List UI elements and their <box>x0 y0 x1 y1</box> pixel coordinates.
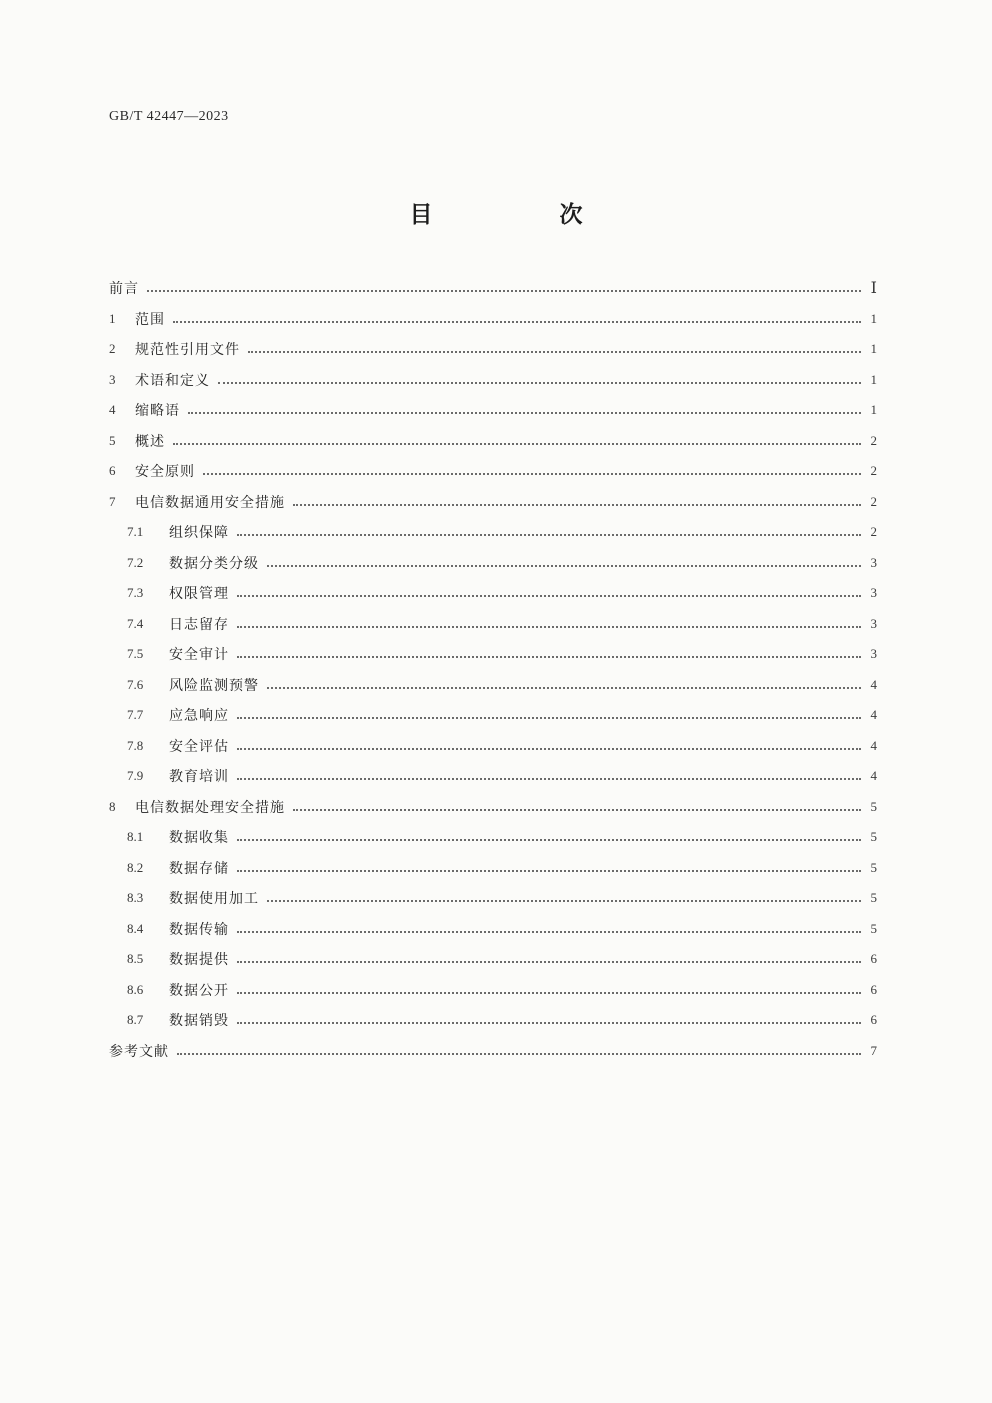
dot-leader <box>203 473 861 475</box>
toc-entry-label: 规范性引用文件 <box>135 342 240 359</box>
toc-entry-page: 6 <box>870 981 877 997</box>
toc-entry-label: 安全原则 <box>135 464 195 481</box>
toc-entry-number: 8.3 <box>127 890 144 906</box>
toc-entry-label: 应急响应 <box>169 708 229 725</box>
toc-entry-page: 2 <box>870 432 877 448</box>
toc-entry-label: 电信数据处理安全措施 <box>135 799 285 816</box>
toc-entry[interactable] <box>109 517 877 548</box>
toc-entry-page: 3 <box>870 615 877 631</box>
toc-entry-page: 2 <box>870 463 877 479</box>
toc-entry-number: 7.6 <box>127 676 144 692</box>
dot-leader <box>237 931 861 933</box>
toc-entry-number: 6 <box>109 463 116 479</box>
toc-entry-number: 7.7 <box>127 707 144 723</box>
toc-entry-page: 6 <box>870 1012 877 1028</box>
dot-leader <box>267 565 861 567</box>
dot-leader <box>237 534 861 536</box>
toc-entry-number: 7 <box>109 493 116 509</box>
toc-entry-page: 3 <box>870 554 877 570</box>
dot-leader <box>237 717 861 719</box>
dot-leader <box>147 290 861 292</box>
standard-code: GB/T 42447—2023 <box>109 109 229 124</box>
dot-leader <box>173 321 861 323</box>
toc-entry[interactable] <box>109 1036 877 1067</box>
toc-entry[interactable] <box>109 792 877 823</box>
toc-entry-label: 组织保障 <box>169 525 229 542</box>
toc-entry[interactable] <box>109 761 877 792</box>
toc-entry-label: 数据提供 <box>169 952 229 969</box>
toc-entry[interactable] <box>109 487 877 518</box>
toc-entry-label: 数据存储 <box>169 860 229 877</box>
toc-entry-label: 风险监测预警 <box>169 677 259 694</box>
dot-leader <box>237 839 861 841</box>
toc-title: 目 次 <box>409 202 635 228</box>
toc-entry-page: 1 <box>870 371 877 387</box>
dot-leader <box>237 992 861 994</box>
toc-entry-label: 日志留存 <box>169 616 229 633</box>
toc-entry-number: 8.2 <box>127 859 144 875</box>
toc-entry-number: 7.5 <box>127 646 144 662</box>
toc-entry[interactable] <box>109 304 877 335</box>
toc-entry[interactable] <box>109 639 877 670</box>
toc-entry-page: 5 <box>870 829 877 845</box>
toc-entry-number: 7.1 <box>127 524 144 540</box>
dot-leader <box>237 748 861 750</box>
dot-leader <box>267 687 861 689</box>
toc-entry-page: 2 <box>870 524 877 540</box>
toc-entry-page: 3 <box>870 585 877 601</box>
toc-entry[interactable] <box>109 548 877 579</box>
dot-leader <box>237 870 861 872</box>
toc-entry-label: 安全评估 <box>169 738 229 755</box>
toc-entry-label: 教育培训 <box>169 769 229 786</box>
toc-entry[interactable] <box>109 334 877 365</box>
toc-entry-number: 7.9 <box>127 768 144 784</box>
toc-entry[interactable] <box>109 273 877 304</box>
dot-leader <box>293 504 861 506</box>
dot-leader <box>237 1022 861 1024</box>
toc-entry-page: 5 <box>870 920 877 936</box>
toc-entry-number: 7.2 <box>127 554 144 570</box>
toc-entry[interactable] <box>109 670 877 701</box>
toc-entry-number: 8.4 <box>127 920 144 936</box>
toc-entry-page: 3 <box>870 646 877 662</box>
toc-entry-number: 8.6 <box>127 981 144 997</box>
dot-leader <box>177 1053 861 1055</box>
toc-entry-label: 范围 <box>135 311 165 328</box>
toc-entry-label: 参考文献 <box>109 1043 169 1060</box>
toc-entry[interactable] <box>109 914 877 945</box>
toc-entry-page: 1 <box>870 402 877 418</box>
dot-leader <box>237 626 861 628</box>
toc-entry-page: 2 <box>870 493 877 509</box>
dot-leader <box>173 443 861 445</box>
dot-leader <box>267 900 861 902</box>
toc-entry-number: 8.5 <box>127 951 144 967</box>
toc-entry[interactable] <box>109 609 877 640</box>
dot-leader <box>237 778 861 780</box>
toc-entry[interactable] <box>109 1005 877 1036</box>
dot-leader <box>237 595 861 597</box>
toc-entry[interactable] <box>109 883 877 914</box>
toc-entry-label: 数据销毁 <box>169 1013 229 1030</box>
toc-entry-page: 4 <box>870 707 877 723</box>
toc-entry-number: 8.7 <box>127 1012 144 1028</box>
toc-entry-number: 4 <box>109 402 116 418</box>
toc-entry[interactable] <box>109 731 877 762</box>
toc-entry-page: 4 <box>870 676 877 692</box>
toc-entry-label: 概述 <box>135 433 165 450</box>
toc-entry[interactable] <box>109 944 877 975</box>
toc-entry[interactable] <box>109 456 877 487</box>
toc-entry-number: 7.8 <box>127 737 144 753</box>
toc-entry-label: 权限管理 <box>169 586 229 603</box>
toc-entry-label: 数据传输 <box>169 921 229 938</box>
toc-entry-page: 1 <box>870 310 877 326</box>
toc-entry[interactable] <box>109 426 877 457</box>
toc-entry-page: 1 <box>870 341 877 357</box>
toc-entry-number: 8 <box>109 798 116 814</box>
toc-entry-label: 数据分类分级 <box>169 555 259 572</box>
toc-entry-number: 5 <box>109 432 116 448</box>
toc-entry[interactable] <box>109 395 877 426</box>
toc-entry-label: 电信数据通用安全措施 <box>135 494 285 511</box>
dot-leader <box>293 809 861 811</box>
toc-entry-label: 数据使用加工 <box>169 891 259 908</box>
toc-entry-number: 7.3 <box>127 585 144 601</box>
toc-entry-number: 1 <box>109 310 116 326</box>
dot-leader <box>237 656 861 658</box>
toc-entry[interactable] <box>109 578 877 609</box>
toc-entry-number: 2 <box>109 341 116 357</box>
toc-entry-number: 7.4 <box>127 615 144 631</box>
toc-entry-page: 5 <box>870 859 877 875</box>
toc-entry-label: 前言 <box>109 281 139 298</box>
toc-entry-page: 4 <box>870 768 877 784</box>
toc-entry-page: 4 <box>870 737 877 753</box>
toc-entry-number: 8.1 <box>127 829 144 845</box>
toc-entry-label: 安全审计 <box>169 647 229 664</box>
toc-entry[interactable] <box>109 822 877 853</box>
toc-entry-number: 3 <box>109 371 116 387</box>
dot-leader <box>248 351 861 353</box>
toc-entry-label: 缩略语 <box>135 403 180 420</box>
dot-leader <box>188 412 861 414</box>
toc-entry[interactable] <box>109 975 877 1006</box>
toc-entry-page: Ⅰ <box>870 280 877 298</box>
toc-entry-page: 6 <box>870 951 877 967</box>
toc-entry-label: 数据公开 <box>169 982 229 999</box>
toc-entry[interactable] <box>109 853 877 884</box>
toc-entry-page: 5 <box>870 890 877 906</box>
table-of-contents <box>109 273 877 1066</box>
toc-entry-page: 5 <box>870 798 877 814</box>
toc-entry-page: 7 <box>870 1042 877 1058</box>
toc-entry[interactable] <box>109 700 877 731</box>
dot-leader <box>237 961 861 963</box>
toc-entry[interactable] <box>109 365 877 396</box>
toc-entry-label: 术语和定义 <box>135 372 210 389</box>
toc-entry-label: 数据收集 <box>169 830 229 847</box>
dot-leader <box>218 382 861 384</box>
